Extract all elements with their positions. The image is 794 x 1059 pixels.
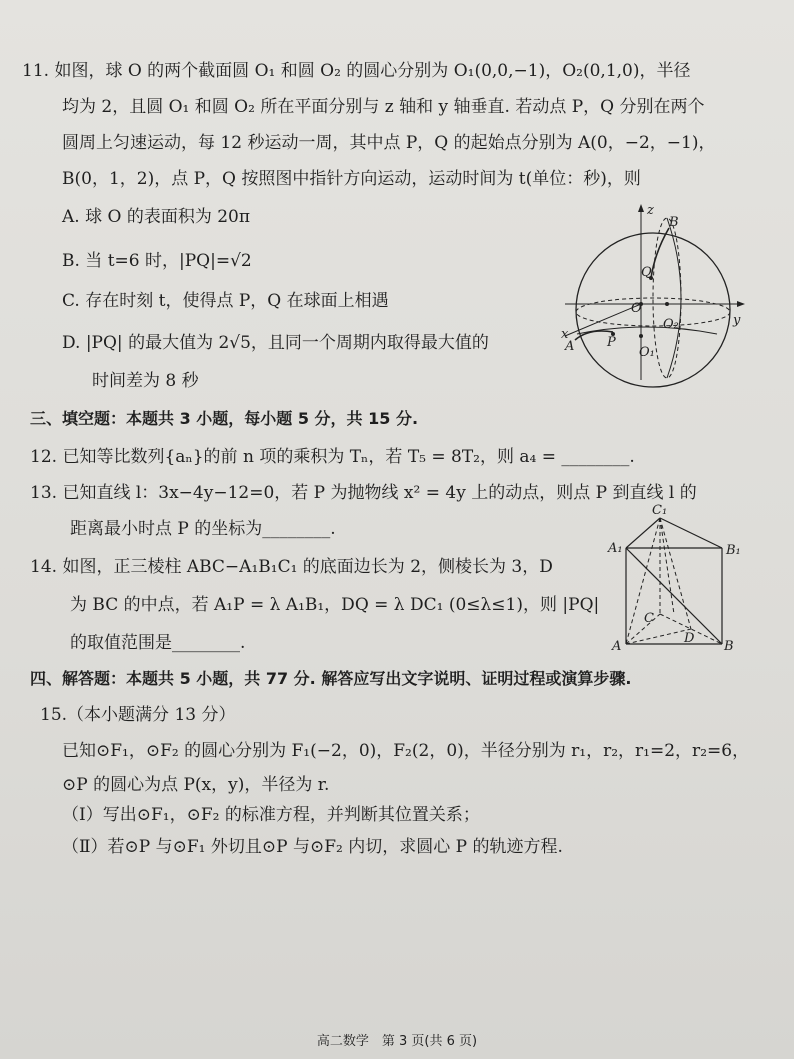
q11-line1: 11. 如图，球 O 的两个截面圆 O₁ 和圆 O₂ 的圆心分别为 O₁(0,0,−1)，O₂(0,1,0)，半径 bbox=[22, 61, 691, 81]
fig-label-b-prism: B bbox=[724, 639, 734, 654]
fig-label-q: Q bbox=[641, 265, 652, 280]
fig-label-o2: O₂ bbox=[663, 317, 679, 332]
fig-label-a-prism: A bbox=[612, 639, 622, 654]
q13-line2: 距离最小时点 P 的坐标为________. bbox=[70, 519, 336, 539]
q14-line2: 为 BC 的中点，若 A₁P = λ A₁B₁，DQ = λ DC₁ (0≤λ≤1)，则 |PQ| bbox=[70, 595, 600, 615]
fig-label-o1: O₁ bbox=[639, 345, 655, 360]
q11-option-d-line2: 时间差为 8 秒 bbox=[92, 371, 199, 391]
q15-part1: （Ⅰ）写出⊙F₁，⊙F₂ 的标准方程，并判断其位置关系； bbox=[62, 805, 480, 825]
q11-option-a: A. 球 O 的表面积为 20π bbox=[62, 207, 251, 227]
q14-line1: 14. 如图，正三棱柱 ABC−A₁B₁C₁ 的底面边长为 2，侧棱长为 3，D bbox=[30, 557, 553, 577]
fig-label-b1: B₁ bbox=[726, 543, 741, 558]
fig-label-a1: A₁ bbox=[608, 541, 623, 556]
fig-label-x: x bbox=[561, 327, 569, 342]
q11-option-c: C. 存在时刻 t，使得点 P，Q 在球面上相遇 bbox=[62, 291, 389, 311]
q13-line1: 13. 已知直线 l：3x−4y−12=0，若 P 为抛物线 x² = 4y 上的动点，则点 P 到直线 l 的 bbox=[30, 483, 697, 503]
q12-text: 12. 已知等比数列{aₙ}的前 n 项的乘积为 Tₙ，若 T₅ = 8T₂，则 a₄ = ________. bbox=[30, 447, 635, 467]
section3-heading: 三、填空题：本题共 3 小题，每小题 5 分，共 15 分. bbox=[30, 409, 419, 428]
q11-line3: 圆周上匀速运动，每 12 秒运动一周，其中点 P，Q 的起始点分别为 A(0，−2，−1)， bbox=[62, 133, 716, 153]
q14-line3: 的取值范围是________. bbox=[70, 633, 246, 653]
fig-label-b: B bbox=[669, 215, 679, 230]
q11-line2: 均为 2，且圆 O₁ 和圆 O₂ 所在平面分别与 z 轴和 y 轴垂直. 若动点 P，Q 分别在两个 bbox=[62, 97, 705, 117]
section4-heading: 四、解答题：本题共 5 小题，共 77 分. 解答应写出文字说明、证明过程或演算步骤. bbox=[30, 669, 632, 688]
fig-label-c1: C₁ bbox=[652, 504, 668, 518]
fig-label-c: C bbox=[644, 611, 654, 626]
sphere-figure bbox=[555, 200, 755, 390]
page-footer: 高二数学 第 3 页(共 6 页) bbox=[316, 1034, 478, 1049]
q11-option-d-line1: D. |PQ| 的最大值为 2√5，且同一个周期内取得最大值的 bbox=[62, 333, 489, 353]
q15-line2: ⊙P 的圆心为点 P(x，y)，半径为 r. bbox=[62, 775, 330, 795]
fig-label-p: P bbox=[607, 335, 616, 350]
fig-label-o: O bbox=[631, 301, 642, 316]
q15-line1: 已知⊙F₁，⊙F₂ 的圆心分别为 F₁(−2，0)，F₂(2，0)，半径分别为 r₁，r₂，r₁=2，r₂=6， bbox=[62, 741, 750, 761]
fig-label-z: z bbox=[647, 203, 654, 218]
q15-part2: （Ⅱ）若⊙P 与⊙F₁ 外切且⊙P 与⊙F₂ 内切，求圆心 P 的轨迹方程. bbox=[62, 837, 563, 857]
q11-option-b: B. 当 t=6 时，|PQ|=√2 bbox=[62, 251, 252, 271]
prism-figure bbox=[604, 504, 754, 654]
fig-label-d: D bbox=[684, 631, 695, 646]
fig-label-y: y bbox=[733, 313, 741, 328]
fig-label-a: A bbox=[565, 339, 575, 354]
q15-title: 15.（本小题满分 13 分） bbox=[40, 705, 236, 725]
q11-line4: B(0，1，2)，点 P，Q 按照图中指针方向运动，运动时间为 t(单位：秒)，则 bbox=[62, 169, 641, 189]
